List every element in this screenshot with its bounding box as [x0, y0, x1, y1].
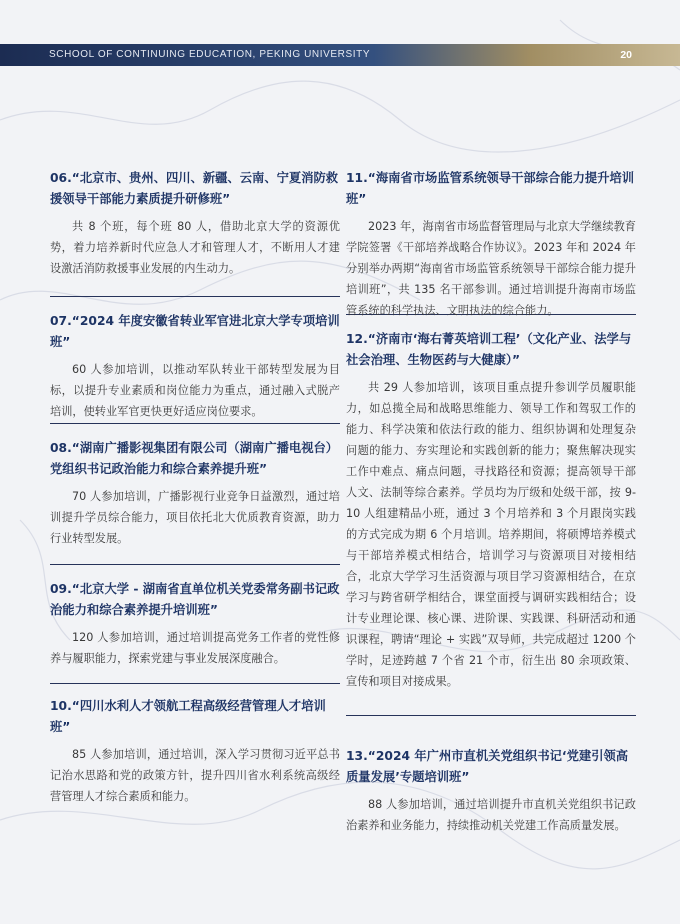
- program-description: 70 人参加培训，广播影视行业竞争日益激烈，通过培训提升学员综合能力，项目依托北大优质教育资源，助力行业转型发展。: [50, 490, 340, 545]
- program-item-11: [346, 168, 636, 317]
- program-title: 12.“济南市‘海右菁英培训工程’（文化产业、法学与社会治理、生物医药与大健康）”: [346, 332, 632, 367]
- program-title: 13.“2024 年广州市直机关党组织书记‘党建引领高质量发展’专题培训班”: [346, 749, 629, 784]
- left-column: [50, 168, 340, 807]
- program-item-07: [50, 297, 340, 423]
- program-item-06: [50, 168, 340, 296]
- program-item-10: [50, 684, 340, 807]
- program-title: 09.“北京大学 - 湖南省直单位机关党委常务副书记政治能力和综合素养提升培训班”: [50, 582, 340, 617]
- header-title: SCHOOL OF CONTINUING EDUCATION, PEKING UNIVERSITY: [49, 49, 371, 60]
- program-title: 11.“海南省市场监管系统领导干部综合能力提升培训班”: [346, 171, 635, 206]
- program-description: 60 人参加培训，以推动军队转业干部转型发展为目标，以提升专业素质和岗位能力为重点，通过融入式脱产培训，使转业军官更快更好适应岗位要求。: [50, 363, 340, 418]
- program-description: 85 人参加培训，通过培训，深入学习贯彻习近平总书记治水思路和党的政策方针，提升四川省水利系统高级经营管理人才综合素质和能力。: [50, 748, 340, 803]
- program-item-08: [50, 424, 340, 564]
- program-title: 06.“北京市、贵州、四川、新疆、云南、宁夏消防救援领导干部能力素质提升研修班”: [50, 171, 339, 206]
- program-description: 共 8 个班，每个班 80 人，借助北京大学的资源优势，着力培养新时代应急人才和管理人才，不断用人才建设激活消防救援事业发展的内生动力。: [50, 220, 340, 275]
- program-item-13: [346, 716, 636, 836]
- right-column: [346, 168, 636, 836]
- program-title: 10.“四川水利人才领航工程高级经营管理人才培训班”: [50, 699, 326, 734]
- program-item-09: [50, 565, 340, 683]
- program-description: 88 人参加培训，通过培训提升市直机关党组织书记政治素养和业务能力，持续推动机关党建工作高质量发展。: [346, 798, 636, 832]
- program-title: 08.“湖南广播影视集团有限公司（湖南广播电视台）党组织书记政治能力和综合素养提升班”: [50, 441, 339, 476]
- program-description: 120 人参加培训，通过培训提高党务工作者的党性修养与履职能力，探索党建与事业发展深度融合。: [50, 631, 340, 665]
- page-number: 20: [620, 49, 632, 61]
- program-item-12: [346, 315, 636, 715]
- program-title: 07.“2024 年度安徽省转业军官进北京大学专项培训班”: [50, 314, 340, 349]
- program-description: 共 29 人参加培训，该项目重点提升参训学员履职能力，如总揽全局和战略思维能力、领导工作和驾驭工作的能力、科学决策和依法行政的能力、组织协调和处理复杂问题的能力、夯实理论和实践创新的能力；聚焦解决现实工作中难点、痛点问题，寻找路径和资源；提高领导干部人文、法制等综合素养。学员均为厅级和处级干部，按 9-10 人组建精品小班，通过 3 个月培养和 3 个月跟岗实践的方式完成为期 6 个月培训。培养期间，将硕博培养模式与干部培养模式相结合，培训学习与资源项目对接相结合，北京大学学习生活资源与项目学习资源相结合，在京学习与跨省研学相结合，课堂面授与调研实践相结合；设计专业理论课、核心课、进阶课、实践课、科研活动和通识课程，聘请“理论 + 实践”双导师，共完成超过 1200 个学时，足迹跨越 7 个省 21 个市，衍生出 80 余项政策、宣传和项目对接成果。: [346, 381, 636, 688]
- header-bar: [0, 44, 680, 66]
- program-description: 2023 年，海南省市场监督管理局与北京大学继续教育学院签署《干部培养战略合作协议》。2023 年和 2024 年分别举办两期“海南省市场监管系统领导干部综合能力提升培训班”，共 135 名干部参训。通过培训提升海南市场监管系统的科学执法、文明执法的综合能力。: [346, 220, 636, 317]
